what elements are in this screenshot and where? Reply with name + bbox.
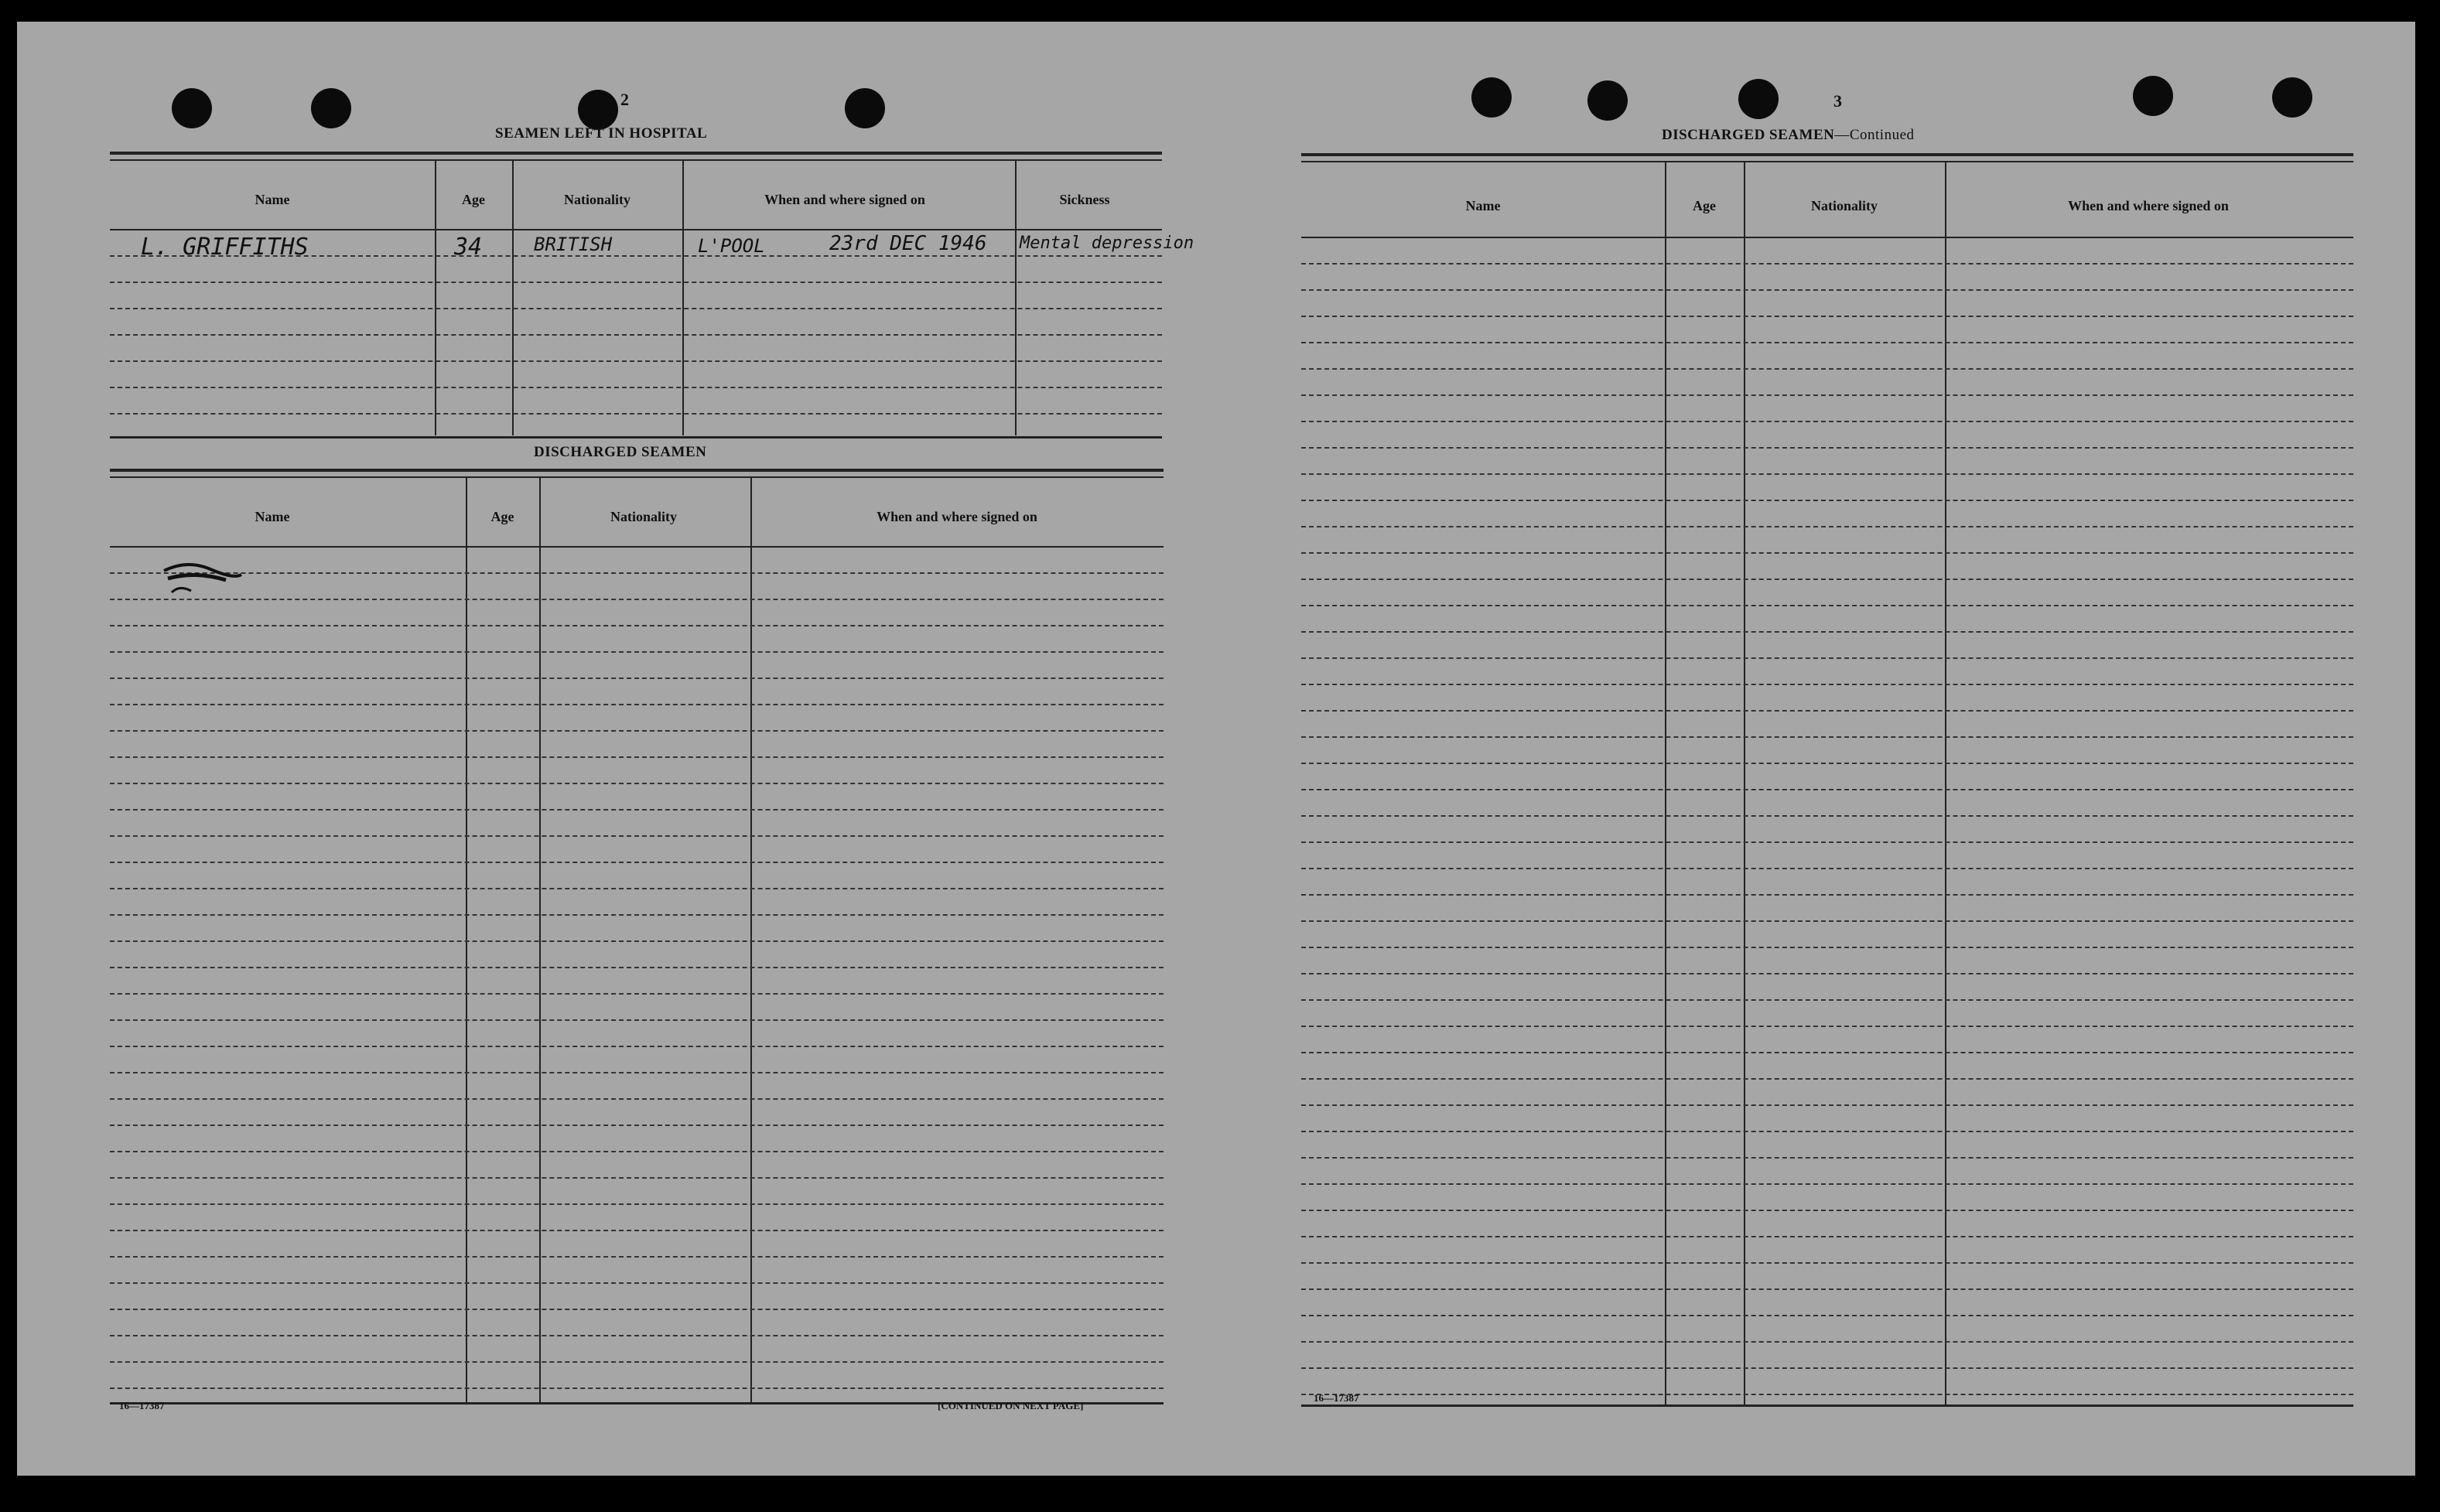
signed-on-date: 23rd DEC 1946	[829, 232, 987, 255]
punch-hole	[845, 88, 885, 128]
crossed-out-entry	[156, 555, 249, 602]
column-header-age: Age	[1693, 198, 1716, 213]
punch-hole	[311, 88, 351, 128]
punch-hole	[172, 88, 212, 128]
signed-on-place: L'POOL	[698, 235, 765, 257]
patient-name: L. GRIFFITHS	[141, 234, 309, 261]
punch-hole	[2272, 77, 2312, 118]
discharged-section-title: DISCHARGED SEAMEN	[534, 444, 707, 460]
column-header-signed-on: When and where signed on	[2068, 198, 2229, 213]
column-header-nationality: Nationality	[610, 509, 677, 524]
punch-hole	[1587, 80, 1628, 121]
discharged-table	[110, 469, 1164, 1404]
column-header-age: Age	[462, 192, 485, 207]
page-number: 2	[620, 90, 629, 109]
punch-hole	[578, 90, 618, 130]
title-bold: DISCHARGED SEAMEN	[1662, 127, 1835, 143]
column-header-nationality: Nationality	[1810, 198, 1878, 213]
form-code: 16—17387	[119, 1400, 165, 1411]
sickness-value: Mental depression	[1020, 234, 1194, 253]
punch-hole	[1738, 79, 1779, 119]
column-header-signed-on: When and where signed on	[764, 192, 925, 207]
column-header-nationality: Nationality	[563, 192, 631, 207]
discharged-continued-title	[1662, 127, 1915, 144]
column-header-signed-on: When and where signed on	[877, 509, 1037, 524]
column-header-name: Name	[1465, 198, 1501, 213]
punch-hole	[1471, 77, 1512, 118]
punch-hole	[2133, 76, 2173, 116]
document-sheet	[17, 22, 2415, 1476]
form-code: 16—17387	[1314, 1392, 1359, 1404]
column-header-name: Name	[255, 192, 290, 207]
column-header-sickness: Sickness	[1059, 192, 1110, 207]
discharged-continued-table	[1301, 153, 2353, 1409]
hospital-table	[110, 152, 1194, 441]
patient-nationality: BRITISH	[534, 234, 613, 255]
column-header-name: Name	[255, 509, 290, 524]
patient-age: 34	[454, 234, 483, 261]
hospital-section-title: SEAMEN LEFT IN HOSPITAL	[495, 125, 708, 142]
page-number: 3	[1833, 91, 1842, 111]
continued-note: [CONTINUED ON NEXT PAGE]	[938, 1400, 1084, 1411]
title-continued: —Continued	[1834, 127, 1915, 143]
column-header-age: Age	[490, 509, 514, 524]
